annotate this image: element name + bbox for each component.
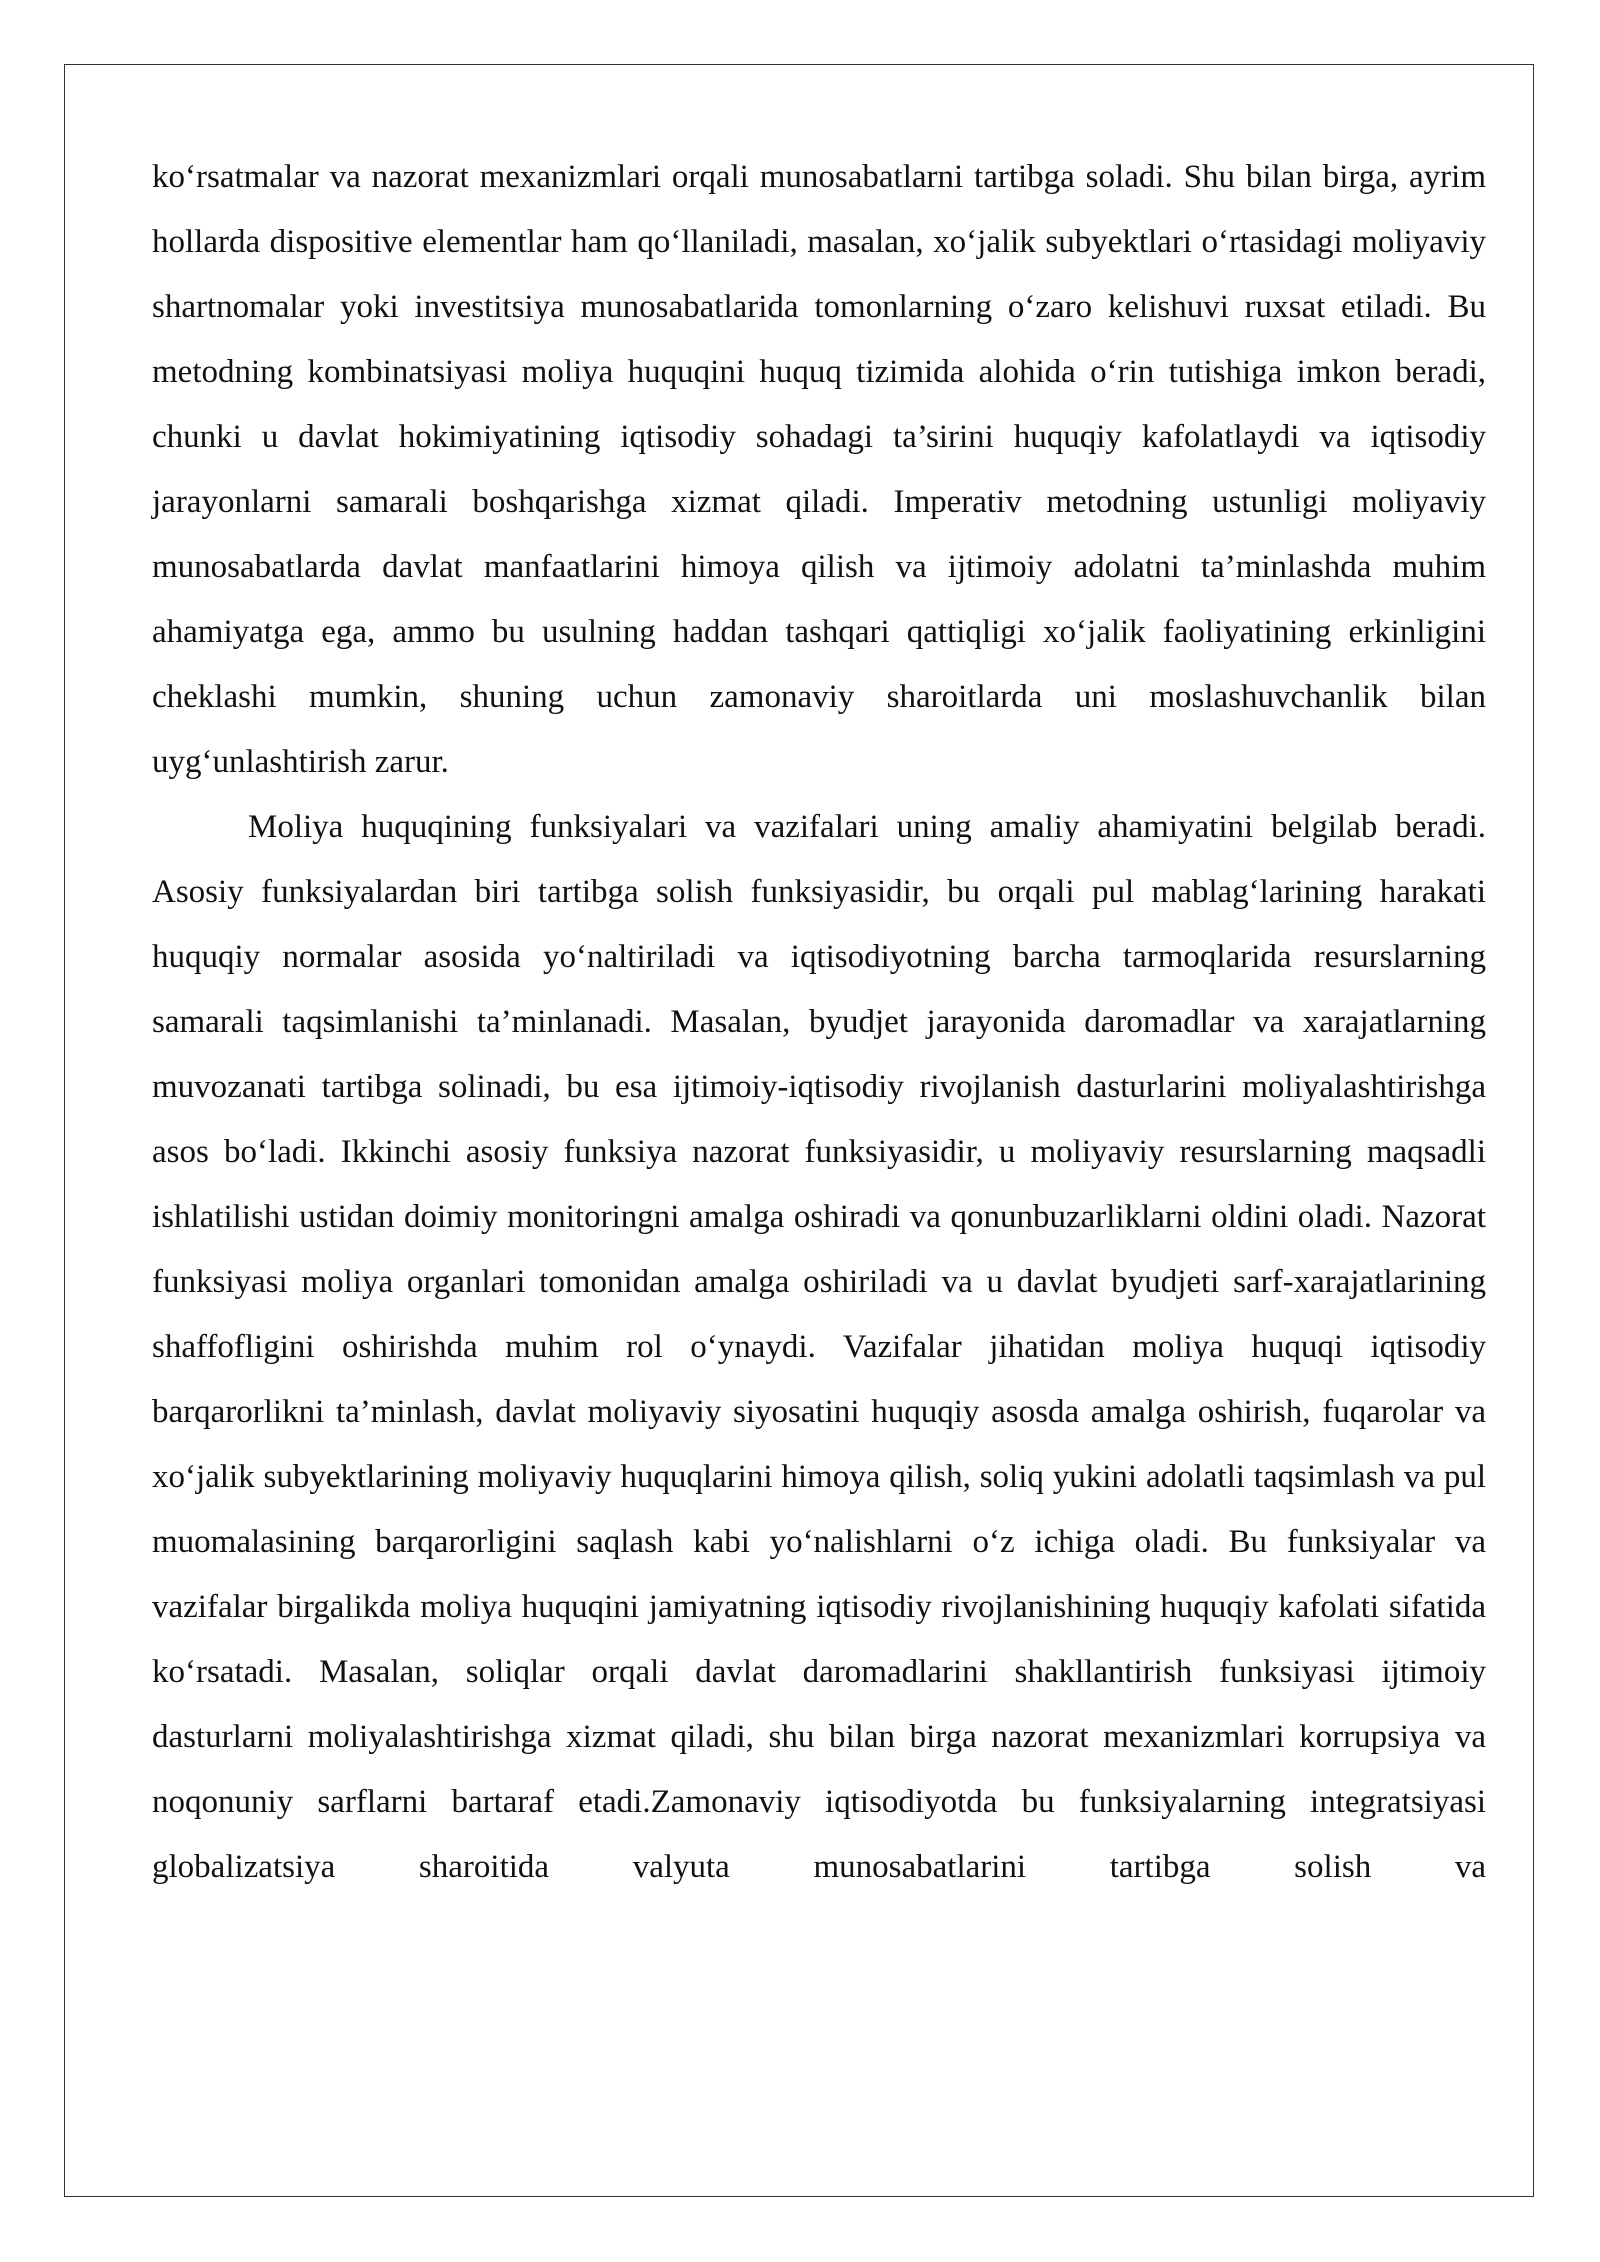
paragraph-1: ko‘rsatmalar va nazorat mexanizmlari orqali munosabatlarni tartibga soladi. Shu bilan birga, ayrim hollarda dispositive elementlar ham qo‘llaniladi, masalan, xo‘jalik subyektlari o‘rtasidagi moliyaviy shartnomalar yoki investitsiya munosabatlarida tomonlarning o‘zaro kelishuvi ruxsat etiladi. Bu metodning kombinatsiyasi moliya huquqini huquq tizimida alohida o‘rin tutishiga imkon beradi, chunki u davlat hokimiyatining iqtisodiy sohadagi ta’sirini huquqiy kafolatlaydi va iqtisodiy jarayonlarni samarali boshqarishga xizmat qiladi. Imperativ metodning ustunligi moliyaviy munosabatlarda davlat manfaatlarini himoya qilish va ijtimoiy adolatni ta’minlashda muhim ahamiyatga ega, ammo bu usulning haddan tashqari qattiqligi xo‘jalik faoliyatining erkinligini cheklashi mumkin, shuning uchun zamonaviy sharoitlarda uni moslashuvchanlik bilan uyg‘unlashtirish zarur. xyxy=(152,159,1486,780)
document-body xyxy=(152,145,1486,1900)
paragraph-2: Moliya huquqining funksiyalari va vazifalari uning amaliy ahamiyatini belgilab beradi. Asosiy funksiyalardan biri tartibga solish funksiyasidir, bu orqali pul mablag‘larining harakati huquqiy normalar asosida yo‘naltiriladi va iqtisodiyotning barcha tarmoqlarida resurslarning samarali taqsimlanishi ta’minlanadi. Masalan, byudjet jarayonida daromadlar va xarajatlarning muvozanati tartibga solinadi, bu esa ijtimoiy-iqtisodiy rivojlanish dasturlarini moliyalashtirishga asos bo‘ladi. Ikkinchi asosiy funksiya nazorat funksiyasidir, u moliyaviy resurslarning maqsadli ishlatilishi ustidan doimiy monitoringni amalga oshiradi va qonunbuzarliklarni oldini oladi. Nazorat funksiyasi moliya organlari tomonidan amalga oshiriladi va u davlat byudjeti sarf-xarajatlarining shaffofligini oshirishda muhim rol o‘ynaydi. Vazifalar jihatidan moliya huquqi iqtisodiy barqarorlikni ta’minlash, davlat moliyaviy siyosatini huquqiy asosda amalga oshirish, fuqarolar va xo‘jalik subyektlarining moliyaviy huquqlarini himoya qilish, soliq yukini adolatli taqsimlash va pul muomalasining barqarorligini saqlash kabi yo‘nalishlarni o‘z ichiga oladi. Bu funksiyalar va vazifalar birgalikda moliya huquqini jamiyatning iqtisodiy rivojlanishining huquqiy kafolati sifatida ko‘rsatadi. Masalan, soliqlar orqali davlat daromadlarini shakllantirish funksiyasi ijtimoiy dasturlarni moliyalashtirishga xizmat qiladi, shu bilan birga nazorat mexanizmlari korrupsiya va noqonuniy sarflarni bartaraf etadi.Zamonaviy iqtisodiyotda bu funksiyalarning integratsiyasi globalizatsiya sharoitida valyuta munosabatlarini tartibga solish va xyxy=(152,809,1486,1885)
